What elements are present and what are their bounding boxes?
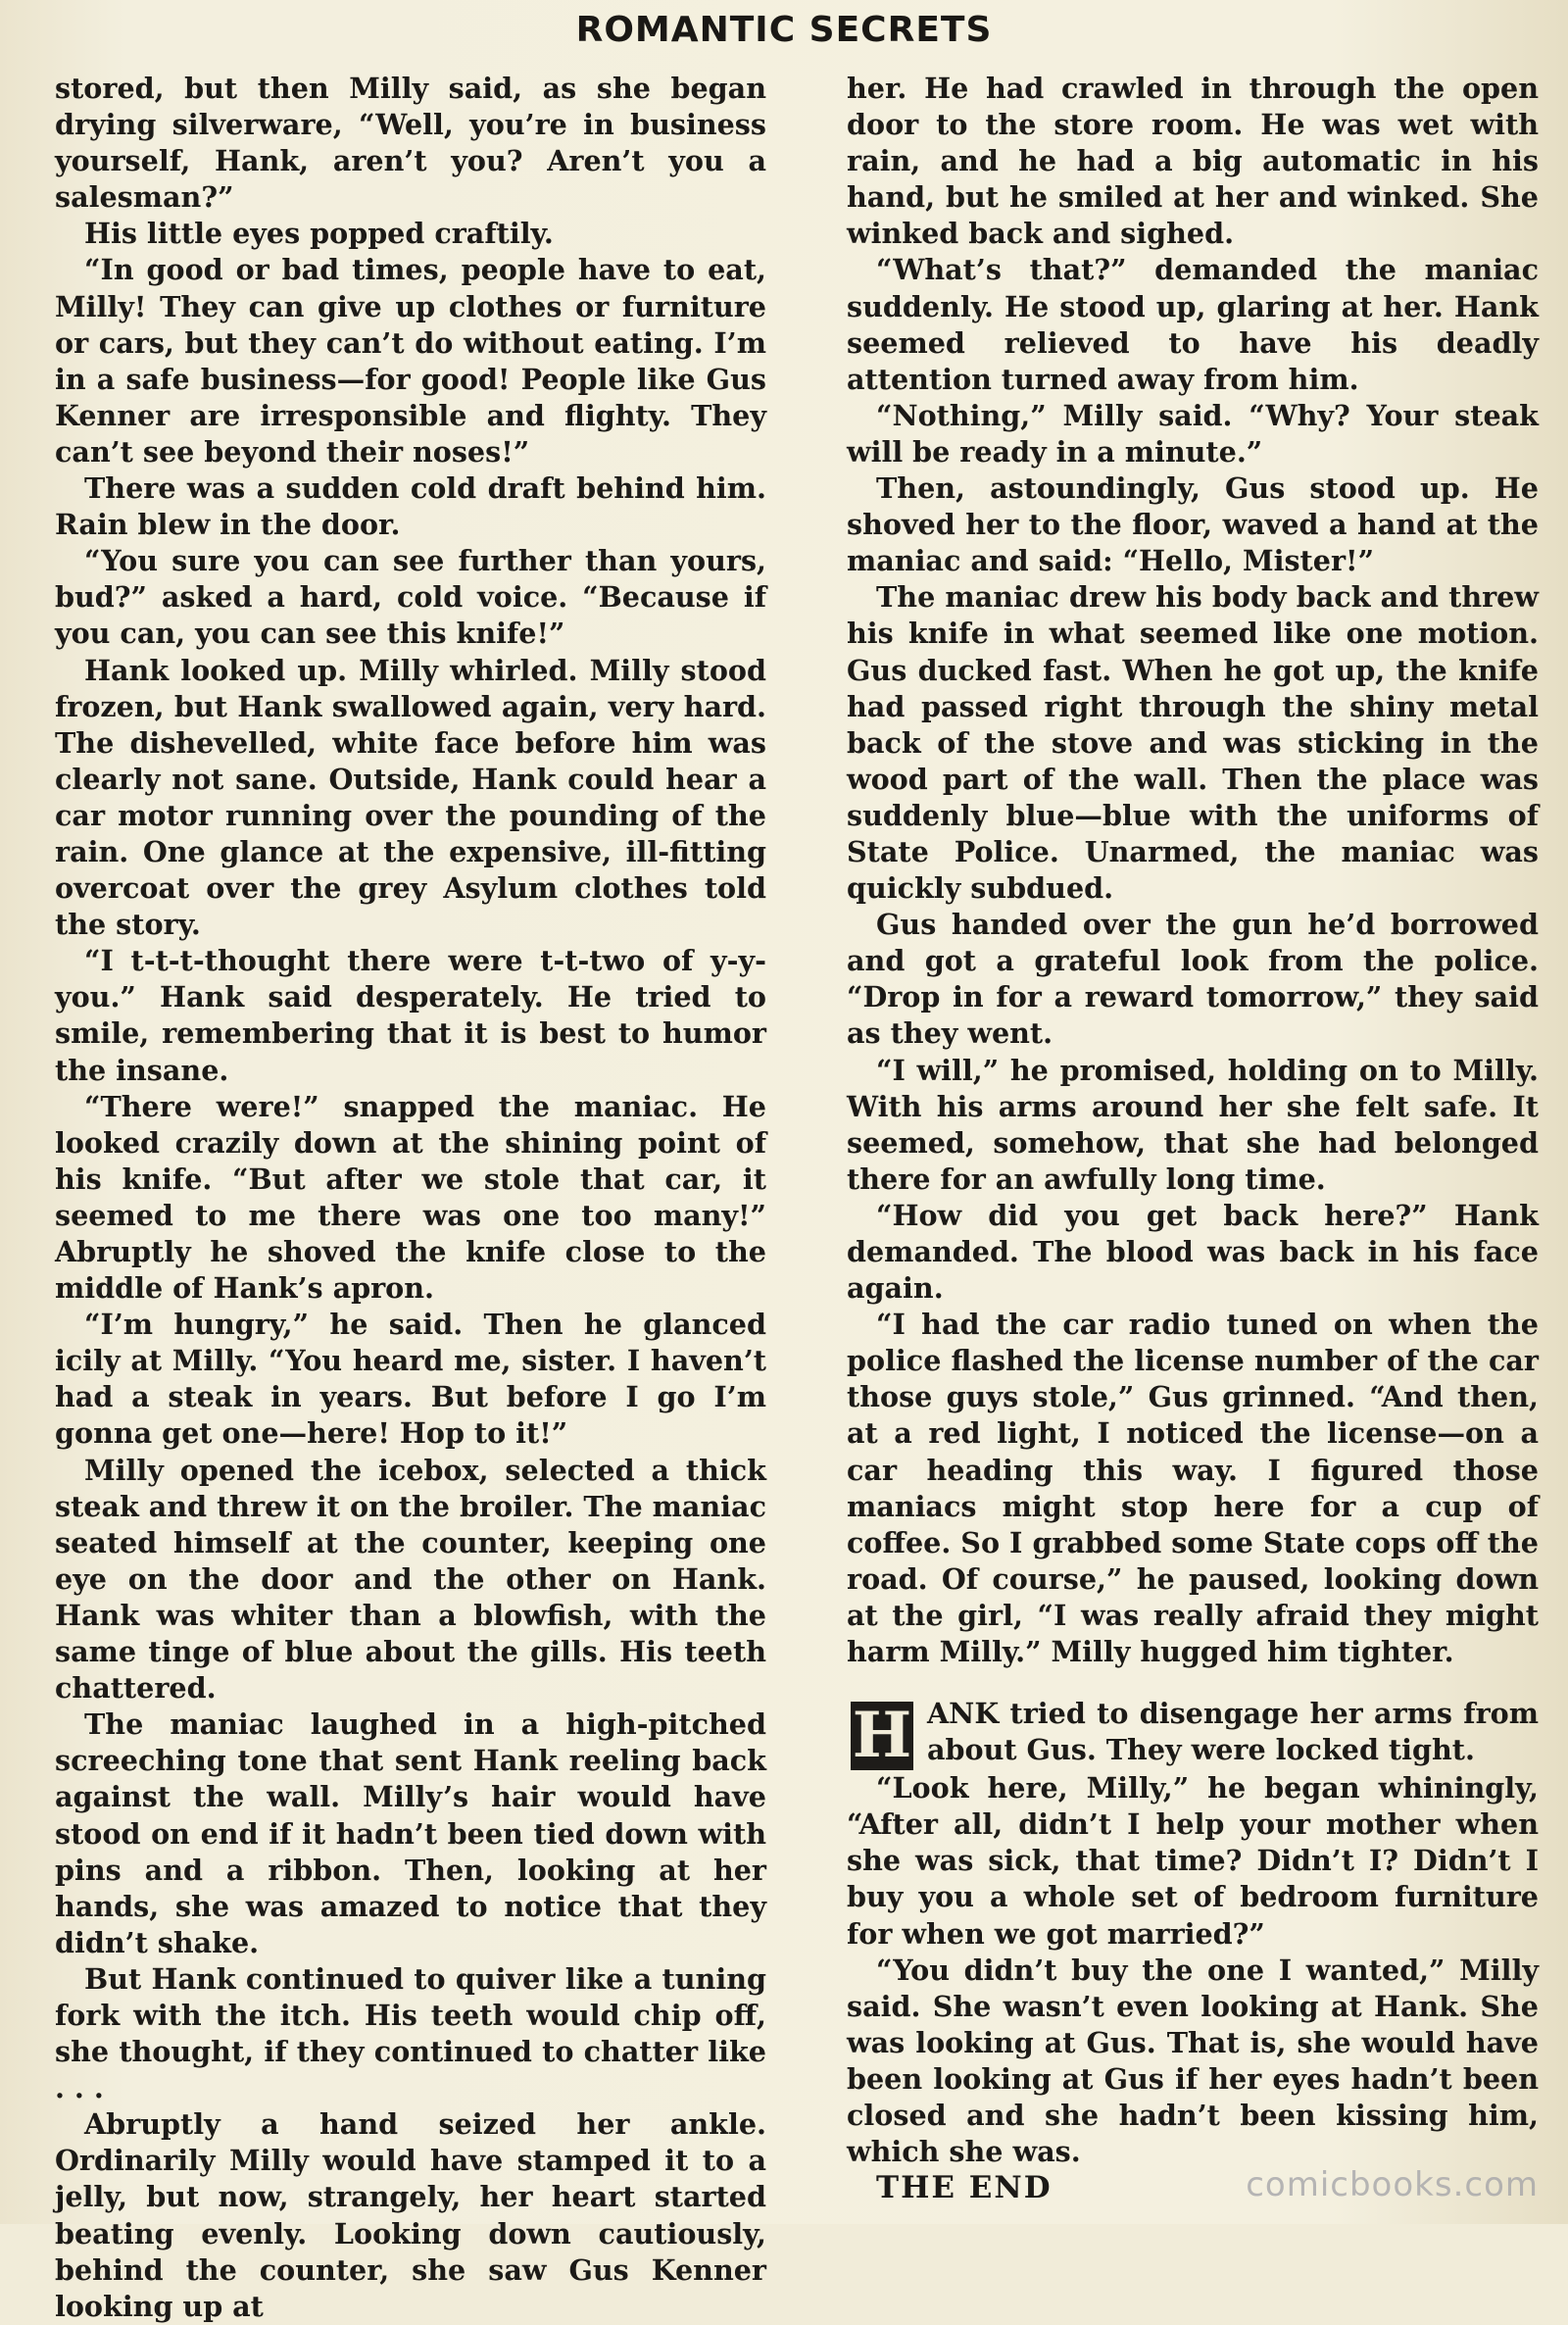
section-opening-paragraph <box>847 1696 1539 1773</box>
paragraph: The maniac drew his body back and threw his knife in what seemed like one motion. Gus ducked fast. When he got up, the knife had passed right through the shiny metal back of the stove and was sticking in the wood part of the wall. Then the place was suddenly blue—blue with the uniforms of State Police. Unarmed, the maniac was quickly subdued. <box>847 580 1539 906</box>
paragraph: stored, but then Milly said, as she began drying silverware, “Well, you’re in business yourself, Hank, aren’t you? Aren’t you a salesman?” <box>55 72 766 215</box>
paragraph: “Look here, Milly,” he began whiningly, “After all, didn’t I help your mother when she was sick, that time? Didn’t I? Didn’t I buy you a whole set of bedroom furniture for when we got married?” <box>847 1771 1539 1951</box>
paragraph: “How did you get back here?” Hank demanded. The blood was back in his face again. <box>847 1198 1539 1306</box>
paragraph: “I had the car radio tuned on when the police flashed the license number of the car those guys stole,” Gus grinned. “And then, at a red light, I noticed the license—on a car heading this way. I figured those maniacs might stop here for a cup of coffee. So I grabbed some State cops off the road. Of course,” he paused, looking down at the girl, “I was really afraid they might harm Milly.” Milly hugged him tighter. <box>847 1308 1539 1669</box>
paragraph: Hank looked up. Milly whirled. Milly stood frozen, but Hank swallowed again, very hard. The dishevelled, white face before him was clearly not sane. Outside, Hank could hear a car motor running over the pounding of the rain. One glance at the expensive, ill-fitting overcoat over the grey Asylum clothes told the story. <box>55 653 766 942</box>
paragraph: her. He had crawled in through the open door to the store room. He was wet with rain, and he had a big automatic in his hand, but he smiled at her and winked. She winked back and sighed. <box>847 72 1539 251</box>
paragraph: Gus handed over the gun he’d borrowed and got a grateful look from the police. “Drop in for a reward tomorrow,” they said as they went. <box>847 908 1539 1051</box>
paragraph: The maniac laughed in a high-pitched screeching tone that sent Hank reeling back against the wall. Milly’s hair would have stood on end if it hadn’t been tied down with pins and a ribbon. Then, looking at her hands, she was amazed to notice that they didn’t shake. <box>55 1707 766 1959</box>
story-column-left <box>55 71 766 2325</box>
paragraph: But Hank continued to quiver like a tuning fork with the itch. His teeth would chip off, she thought, if they continued to chatter like . . . <box>55 1961 766 2105</box>
paragraph: There was a sudden cold draft behind him. Rain blew in the door. <box>55 471 766 542</box>
paragraph: “I will,” he promised, holding on to Milly. With his arms around her she felt safe. It seemed, somehow, that she had belonged there for an awfully long time. <box>847 1053 1539 1196</box>
paragraph: “You didn’t buy the one I wanted,” Milly said. She wasn’t even looking at Hank. She was looking at Gus. That is, she would have been looking at Gus if her eyes hadn’t been closed and she hadn’t been kissing him, which she was. <box>847 1953 1539 2169</box>
paragraph: Milly opened the icebox, selected a thick steak and threw it on the broiler. The maniac seated himself at the counter, keeping one eye on the door and the other on Hank. Hank was whiter than a blowfish, with the same tinge of blue about the gills. His teeth chattered. <box>55 1453 766 1706</box>
paragraph: Abruptly a hand seized her ankle. Ordinarily Milly would have stamped it to a jelly, but now, strangely, her heart started beating evenly. Looking down cautiously, behind the counter, she saw Gus Kenner looking up at <box>55 2107 766 2323</box>
paragraph: “I t-t-t-thought there were t-t-two of y-y-you.” Hank said desperately. He tried to smile, remembering that it is best to humor the insane. <box>55 944 766 1087</box>
section-opening-text: ANK tried to disengage her arms from about Gus. They were locked tight. <box>927 1697 1539 1767</box>
page-title: ROMANTIC SECRETS <box>575 10 993 50</box>
watermark: comicbooks.com <box>1246 2165 1539 2204</box>
paragraph: “What’s that?” demanded the maniac suddenly. He stood up, glaring at her. Hank seemed relieved to have his deadly attention turned away from him. <box>847 253 1539 396</box>
paragraph: Then, astoundingly, Gus stood up. He shoved her to the floor, waved a hand at the maniac and said: “Hello, Mister!” <box>847 471 1539 578</box>
paragraph: “Nothing,” Milly said. “Why? Your steak will be ready in a minute.” <box>847 398 1539 469</box>
paragraph: His little eyes popped craftily. <box>84 217 554 251</box>
drop-cap: H <box>852 1699 912 1773</box>
paragraph: “You sure you can see further than yours, bud?” asked a hard, cold voice. “Because if you can, you can see this knife!” <box>55 544 766 651</box>
story-column-right <box>847 71 1539 2206</box>
paragraph: “There were!” snapped the maniac. He looked crazily down at the shining point of his knife. “But after we stole that car, it seemed to me there was one too many!” Abruptly he shoved the knife close to the middle of Hank’s apron. <box>55 1089 766 1306</box>
paragraph: “In good or bad times, people have to eat, Milly! They can give up clothes or furniture or cars, but they can’t do without eating. I’m in a safe business—for good! People like Gus Kenner are irresponsible and flighty. They can’t see beyond their noses!” <box>55 253 766 469</box>
paragraph: “I’m hungry,” he said. Then he glanced icily at Milly. “You heard me, sister. I haven’t had a steak in years. But before I go I’m gonna get one—here! Hop to it!” <box>55 1308 766 1451</box>
the-end-label: THE END <box>876 2170 1053 2206</box>
